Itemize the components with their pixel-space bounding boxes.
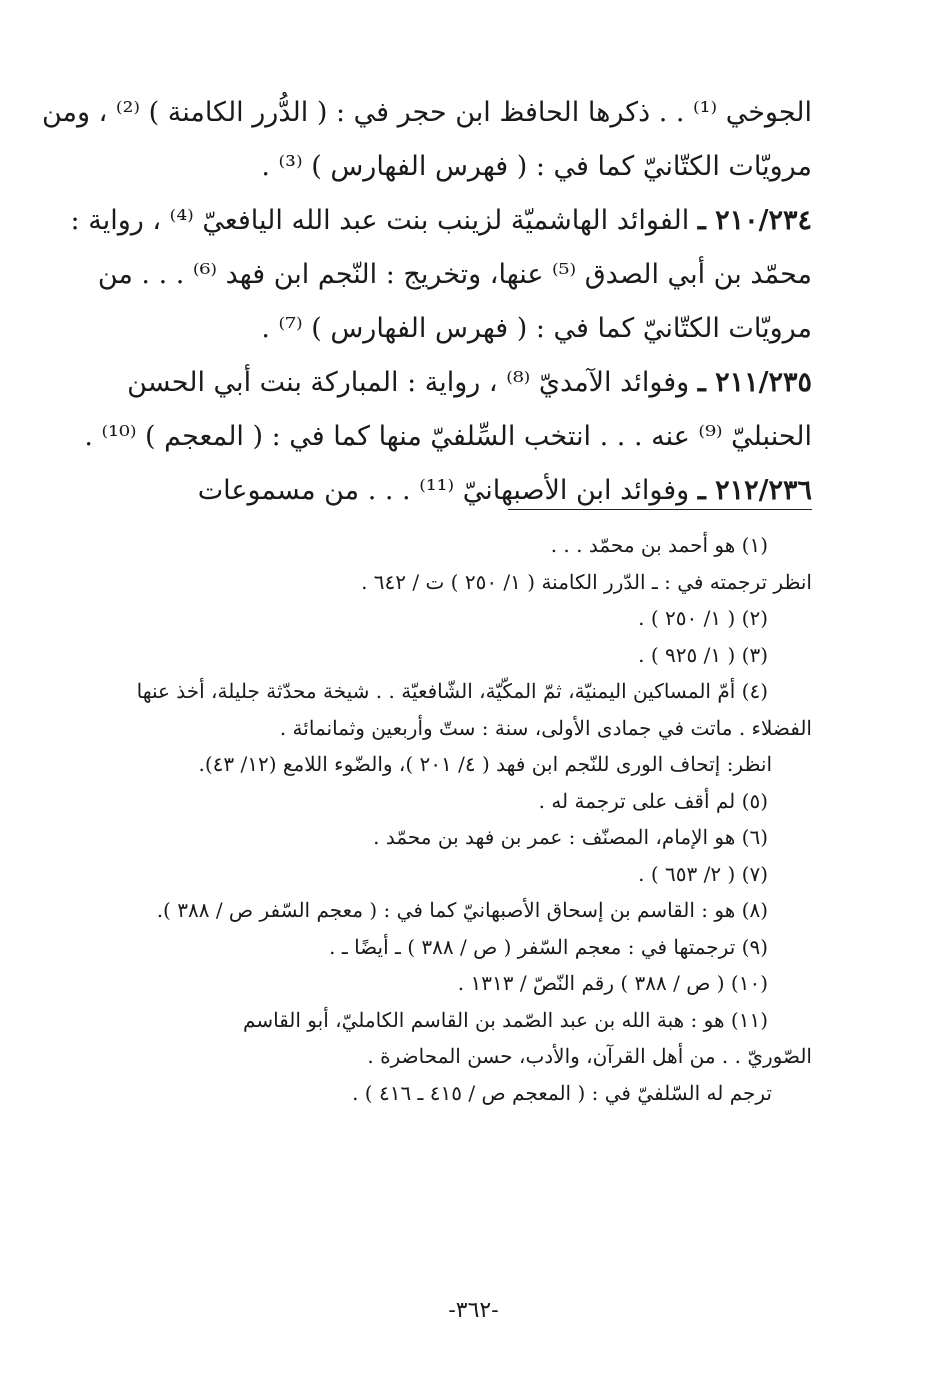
main-line: مرويّات الكتّانيّ كما في : ( فهرس الفهارس ) ⁽⁷⁾ . xyxy=(261,313,812,344)
footnote: (٩) ترجمتها في : معجم السّفر ( ص / ٣٨٨ ) ـ أيضًا ـ . xyxy=(329,934,768,959)
footnote: (٤) أمّ المساكين اليمنيّة، ثمّ المكّيّة، الشّافعيّة . . شيخة محدّثة جليلة، أخذ عنها xyxy=(136,679,768,703)
footnote: (٧) ( ٢/ ٦٥٣ ) . xyxy=(638,861,768,886)
main-line: الحنبليّ ⁽⁹⁾ عنه . . . انتخب السِّلفيّ منها كما في : ( المعجم ) ⁽¹⁰⁾ . xyxy=(84,421,812,452)
entry-number: ٢١٠/٢٣٤ ـ xyxy=(697,205,812,236)
main-line: الجوخي ⁽¹⁾ . . ذكرها الحافظ ابن حجر في : ( الدُّرر الكامنة ) ⁽²⁾ ، ومن xyxy=(42,97,812,128)
footnote-separator xyxy=(508,509,812,510)
entry-235 xyxy=(100,356,812,410)
footnote: (١١) هو : هبة الله بن عبد الصّمد بن القاسم الكامليّ، أبو القاسم xyxy=(243,1007,768,1032)
footnote: (٨) هو : القاسم بن إسحاق الأصبهانيّ كما في : ( معجم السّفر ص / ٣٨٨ ). xyxy=(156,898,768,922)
main-text xyxy=(42,86,812,518)
footnote-source: انظر: إتحاف الورى للنّجم ابن فهد ( ٤/ ٢٠١ )، والضّوء اللامع (١٢/ ٤٣). xyxy=(198,752,772,776)
footnote: (٢) ( ١/ ٢٥٠ ) . xyxy=(638,606,768,630)
entry-number: ٢١٢/٢٣٦ ـ xyxy=(697,475,812,506)
footnotes xyxy=(100,527,812,1111)
page-number: -٣٦٢- xyxy=(448,1298,499,1323)
footnote: (١٠) ( ص / ٣٨٨ ) رقم النّصّ / ١٣١٣ . xyxy=(457,971,768,995)
main-line: وفوائد ابن الأصبهانيّ ⁽¹¹⁾ . . . من مسموعات xyxy=(197,475,690,506)
footnote-source: انظر ترجمته في : ـ الدّرر الكامنة ( ١/ ٢٥٠ ) ت / ٦٤٢ . xyxy=(361,569,812,594)
entry-number: ٢١١/٢٣٥ ـ xyxy=(697,367,812,398)
main-line: وفوائد الآمديّ ⁽⁸⁾ ، رواية : المباركة بنت أبي الحسن xyxy=(127,367,690,398)
entry-234 xyxy=(70,194,812,248)
footnote-continuation: الصّوريّ . . من أهل القرآن، والأدب، حسن المحاضرة . xyxy=(367,1044,812,1068)
main-line: الفوائد الهاشميّة لزينب بنت عبد الله اليافعيّ ⁽⁴⁾ ، رواية : xyxy=(70,205,690,236)
footnote-continuation: الفضلاء . ماتت في جمادى الأولى، سنة : ستّ وأربعين وثمانمائة . xyxy=(279,715,812,740)
main-line: مرويّات الكتّانيّ كما في : ( فهرس الفهارس ) ⁽³⁾ . xyxy=(261,151,812,182)
footnote: (٥) لم أقف على ترجمة له . xyxy=(538,788,768,813)
footnote: (١) هو أحمد بن محمّد . . . xyxy=(550,533,768,557)
footnote: (٦) هو الإمام، المصنّف : عمر بن فهد بن محمّد . xyxy=(373,825,768,849)
main-line: محمّد بن أبي الصدق ⁽⁵⁾ عنها، وتخريج : النّجم ابن فهد ⁽⁶⁾ . . . من xyxy=(97,259,812,290)
footnote-source: ترجم له السّلفيّ في : ( المعجم ص / ٤١٥ ـ ٤١٦ ) . xyxy=(352,1080,772,1105)
footnote: (٣) ( ١/ ٩٢٥ ) . xyxy=(638,642,768,667)
